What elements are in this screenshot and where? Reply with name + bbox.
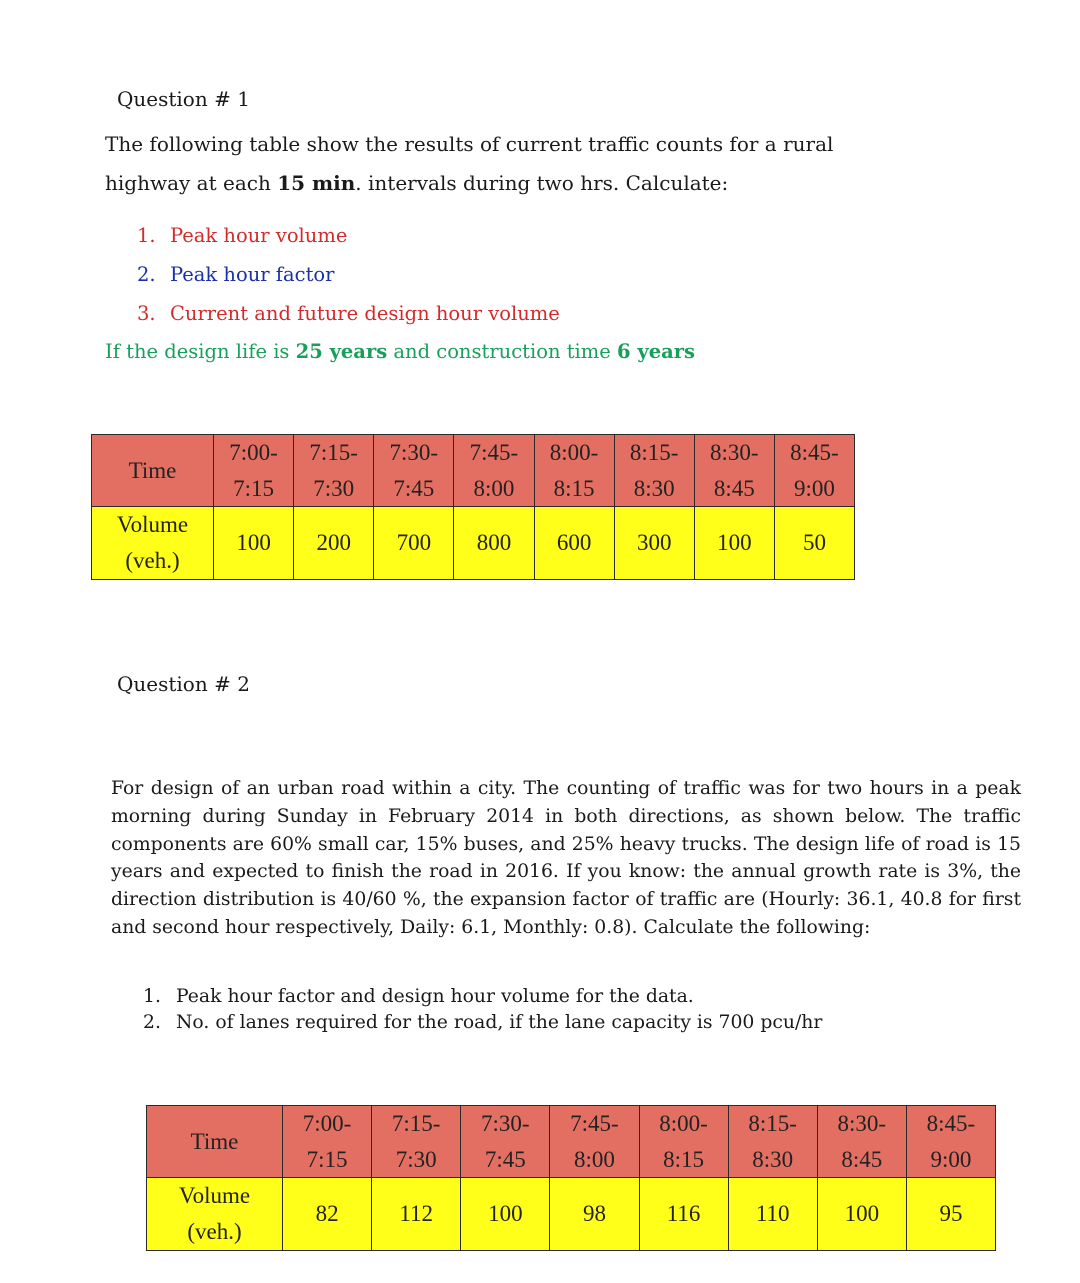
intro-line-2 (105, 164, 935, 203)
list-item (143, 1010, 822, 1036)
volume-cell: 116 (639, 1178, 728, 1250)
question-1-title: Question # 1 (117, 87, 250, 111)
volume-cell: 100 (694, 507, 774, 579)
question-2-tasks (143, 984, 822, 1036)
interval-cell (374, 435, 454, 507)
volume-cell: 100 (461, 1178, 550, 1250)
interval-cell (906, 1106, 995, 1178)
interval-start: 8:45- (926, 1111, 976, 1136)
interval-cell (372, 1106, 461, 1178)
item-label: Peak hour factor and design hour volume for the data. (176, 986, 694, 1007)
interval-cell (283, 1106, 372, 1178)
interval-start: 8:30- (837, 1111, 887, 1136)
item-number: 1. (137, 224, 156, 247)
traffic-table-1 (91, 434, 855, 580)
volume-label: Volume (116, 512, 189, 538)
interval-start: 7:00- (229, 440, 278, 465)
volume-unit: (veh.) (187, 1218, 242, 1244)
time-row (147, 1106, 996, 1178)
interval-end: 8:00 (473, 475, 515, 501)
interval-start: 7:45- (469, 440, 519, 465)
interval-end: 7:45 (484, 1146, 526, 1172)
interval-cell (550, 1106, 639, 1178)
interval-start: 8:00- (549, 440, 599, 465)
interval-end: 8:45 (713, 475, 755, 501)
design-years-bold: 25 years (295, 340, 388, 363)
design-text: If the design life is (105, 340, 296, 363)
volume-cell: 700 (374, 507, 454, 579)
interval-start: 7:30- (389, 440, 439, 465)
interval-end: 8:15 (553, 475, 595, 501)
question-1-intro (105, 125, 935, 203)
time-row (92, 435, 855, 507)
item-label: Peak hour factor (170, 263, 335, 286)
item-number: 3. (137, 302, 156, 325)
interval-cell (774, 435, 854, 507)
item-number: 2. (137, 263, 156, 286)
volume-cell: 50 (774, 507, 854, 579)
interval-cell (461, 1106, 550, 1178)
interval-start: 8:45- (790, 440, 839, 465)
question-2-paragraph: For design of an urban road within a city. The counting of traffic was for two hours in a peak morning during Sunday in February 2014 in both directions, as shown below. The traffic components are 60% small car, 15% buses, and 25% heavy trucks. The design life of road is 15 years and expected to finish the road in 2016. If you know: the annual growth rate is 3%, the direction distribution is 40/60 %, the expansion factor of traffic are (Hourly: 36.1, 40.8 for first and second hour respectively, Daily: 6.1, Monthly: 0.8). Calculate the following: (111, 778, 1021, 938)
volume-cell: 112 (372, 1178, 461, 1250)
volume-cell: 800 (454, 507, 534, 579)
interval-start: 8:00- (659, 1111, 708, 1136)
list-item (137, 216, 560, 255)
item-label: Current and future design hour volume (170, 302, 560, 325)
interval-end: 8:45 (841, 1146, 883, 1172)
volume-row (92, 507, 855, 579)
interval-end: 7:30 (313, 475, 355, 501)
interval-bold: 15 min (277, 171, 356, 195)
interval-cell (728, 1106, 817, 1178)
question-2-title: Question # 2 (117, 672, 250, 696)
interval-start: 8:15- (629, 440, 679, 465)
interval-end: 8:30 (633, 475, 675, 501)
interval-end: 7:15 (306, 1146, 348, 1172)
list-item (143, 984, 822, 1010)
volume-cell: 100 (214, 507, 294, 579)
intro-line-1: The following table show the results of current traffic counts for a rural (105, 132, 834, 156)
interval-cell (534, 435, 614, 507)
design-life-statement (105, 340, 695, 363)
volume-cell: 300 (614, 507, 694, 579)
volume-cell: 110 (728, 1178, 817, 1250)
interval-end: 7:30 (395, 1146, 437, 1172)
interval-end: 8:15 (663, 1146, 704, 1172)
volume-row (147, 1178, 996, 1250)
volume-cell: 95 (906, 1178, 995, 1250)
volume-cell: 98 (550, 1178, 639, 1250)
volume-cell: 200 (294, 507, 374, 579)
list-item (137, 255, 560, 294)
interval-start: 7:45- (570, 1111, 619, 1136)
interval-start: 7:15- (391, 1111, 441, 1136)
volume-unit: (veh.) (125, 547, 180, 573)
time-header: Time (92, 435, 214, 507)
interval-end: 7:45 (393, 475, 435, 501)
interval-end: 9:00 (930, 1146, 972, 1172)
interval-cell (454, 435, 534, 507)
volume-label: Volume (178, 1183, 251, 1209)
interval-end: 9:00 (793, 475, 835, 501)
construction-years-bold: 6 years (617, 340, 695, 363)
intro-text: . intervals during two hrs. Calculate: (355, 171, 729, 195)
interval-end: 8:30 (752, 1146, 794, 1172)
design-text: and construction time (387, 340, 618, 363)
interval-cell (214, 435, 294, 507)
volume-header (147, 1178, 283, 1250)
time-header: Time (147, 1106, 283, 1178)
interval-start: 7:30- (481, 1111, 530, 1136)
interval-cell (694, 435, 774, 507)
interval-cell (294, 435, 374, 507)
volume-cell: 100 (817, 1178, 906, 1250)
interval-cell (614, 435, 694, 507)
interval-cell (639, 1106, 728, 1178)
interval-start: 8:15- (748, 1111, 797, 1136)
list-item (137, 294, 560, 333)
volume-cell: 82 (283, 1178, 372, 1250)
item-label: Peak hour volume (170, 224, 348, 247)
item-label: No. of lanes required for the road, if the lane capacity is 700 pcu/hr (176, 1012, 823, 1033)
traffic-table-2 (146, 1105, 996, 1251)
interval-start: 7:15- (309, 440, 358, 465)
question-1-tasks (137, 216, 560, 333)
item-number: 2. (143, 1012, 161, 1033)
volume-cell: 600 (534, 507, 614, 579)
interval-start: 7:00- (302, 1111, 352, 1136)
interval-cell (817, 1106, 906, 1178)
interval-end: 8:00 (573, 1146, 615, 1172)
interval-end: 7:15 (233, 475, 274, 501)
volume-header (92, 507, 214, 579)
intro-text: highway at each (105, 171, 278, 195)
interval-start: 8:30- (710, 440, 759, 465)
item-number: 1. (143, 986, 161, 1007)
